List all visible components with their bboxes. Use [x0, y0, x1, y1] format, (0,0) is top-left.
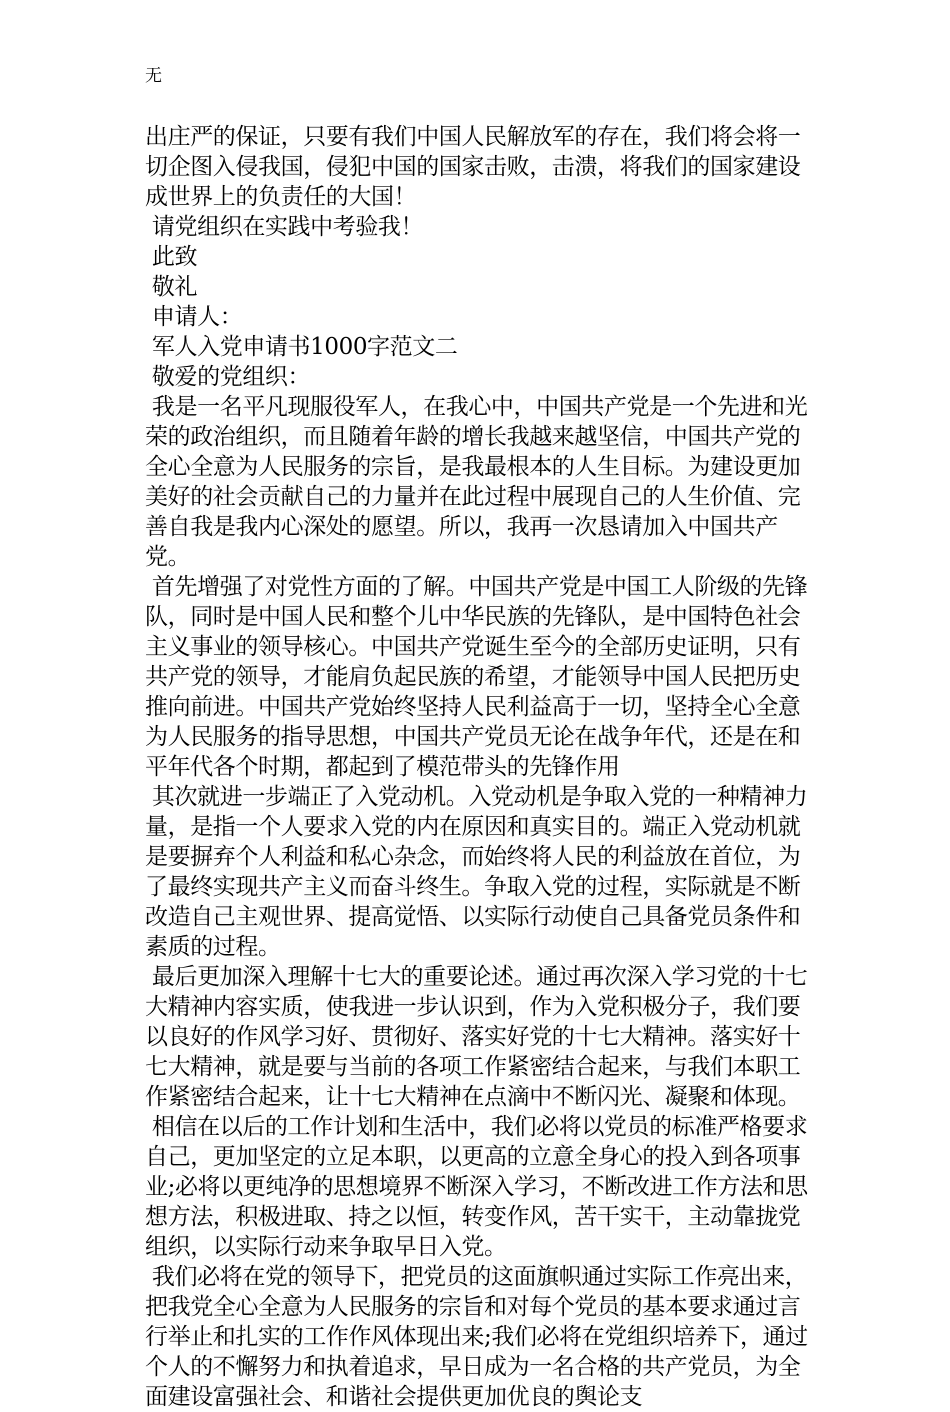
paragraph: 我是一名平凡现服役军人，在我心中，中国共产党是一个先进和光荣的政治组织，而且随着年龄的增长我越来越坚信，中国共产党的全心全意为人民服务的宗旨，是我最根本的人生目标。为建设更加美好的社会贡献自己的力量并在此过程中展现自己的人生价值、完善自我是我内心深处的愿望。所以，我再一次恳请加入中国共产党。 — [145, 394, 808, 570]
paragraph: 其次就进一步端正了入党动机。入党动机是争取入党的一种精神力量，是指一个人要求入党的内在原因和真实目的。端正入党动机就是要摒弃个人利益和私心杂念，而始终将人民的利益放在首位，为了最终实现共产主义而奋斗终生。争取入党的过程，实际就是不断改造自己主观世界、提高觉悟、以实际行动使自己具备党员条件和素质的过程。 — [145, 784, 808, 960]
paragraph: 我们必将在党的领导下，把党员的这面旗帜通过实际工作亮出来，把我党全心全意为人民服务的宗旨和对每个党员的基本要求通过言行举止和扎实的工作作风体现出来;我们必将在党组织培养下，通过个人的不懈努力和执着追求，早日成为一名合格的共产党员，为全面建设富强社会、和谐社会提供更加优良的舆论支 — [145, 1264, 808, 1410]
applicant-label: 申请人： — [145, 304, 243, 330]
paragraph: 首先增强了对党性方面的了解。中国共产党是中国工人阶级的先锋队，同时是中国人民和整个儿中华民族的先锋队，是中国特色社会主义事业的领导核心。中国共产党诞生至今的全部历史证明，只有共产党的领导，才能肩负起民族的希望，才能领导中国人民把历史推向前进。中国共产党始终坚持人民利益高于一切，坚持全心全意为人民服务的指导思想，中国共产党员无论在战争年代，还是在和平年代各个时期，都起到了模范带头的先锋作用 — [145, 574, 808, 780]
paragraph: 出庄严的保证，只要有我们中国人民解放军的存在，我们将会将一切企图入侵我国，侵犯中国的国家击败，击溃，将我们的国家建设成世界上的负责任的大国！ — [145, 124, 801, 210]
paragraph: 请党组织在实践中考验我！ — [145, 214, 424, 240]
document-body — [145, 122, 815, 1412]
section-title: 军人入党申请书1000字范文二 — [145, 334, 458, 360]
paragraph: 相信在以后的工作计划和生活中，我们必将以党员的标准严格要求自己，更加坚定的立足本职，以更高的立意全身心的投入到各项事业;必将以更纯净的思想境界不断深入学习，不断改进工作方法和思想方法，积极进取、持之以恒，转变作风，苦干实干，主动靠拢党组织，以实际行动来争取早日入党。 — [145, 1114, 808, 1260]
greeting: 敬爱的党组织： — [145, 364, 311, 390]
closing-salutation: 敬礼 — [145, 274, 198, 300]
page-header: 无 — [145, 66, 162, 86]
closing-salutation: 此致 — [145, 244, 198, 270]
paragraph: 最后更加深入理解十七大的重要论述。通过再次深入学习党的十七大精神内容实质，使我进一步认识到，作为入党积极分子，我们要以良好的作风学习好、贯彻好、落实好党的十七大精神。落实好十七大精神，就是要与当前的各项工作紧密结合起来，与我们本职工作紧密结合起来，让十七大精神在点滴中不断闪光、凝聚和体现。 — [145, 964, 808, 1110]
